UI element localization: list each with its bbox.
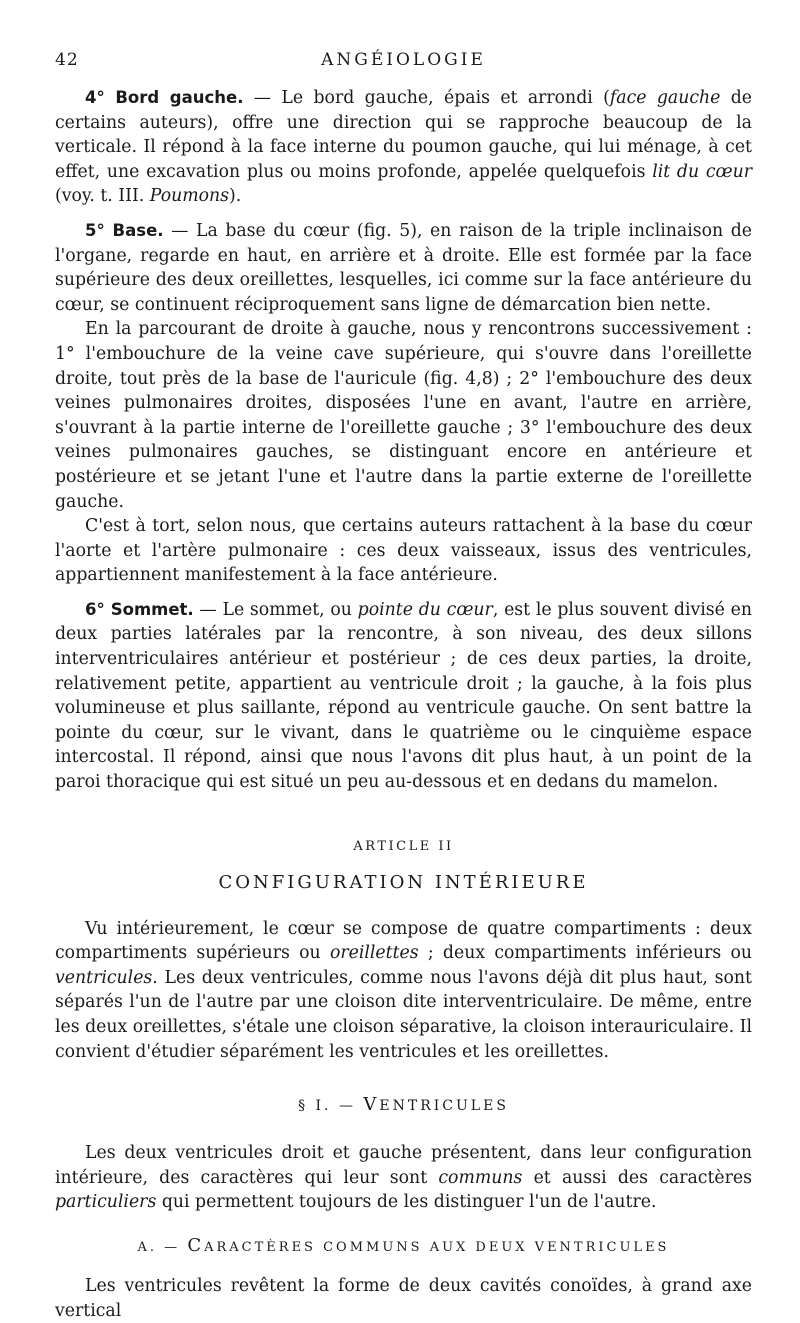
page-number: 42 (55, 50, 79, 70)
text-run: de certains auteurs), offre une direction qui se rapproche beaucoup de la verticale. Il répond à la face interne du poumon gauche, qui lui ménage, à cet effet, une excavation plus ou moins profonde, appelée quelquefois (55, 88, 752, 182)
text-run: Vu intérieurement, le cœur se compose de quatre compartiments : deux compartiments supérieurs ou (55, 918, 752, 964)
subsection-heading-caracteres-communs (55, 1235, 752, 1256)
italic-term: pointe du cœur (357, 599, 493, 620)
text-run: (voy. t. III. (55, 186, 150, 207)
subsection-initial: C (187, 1234, 205, 1256)
text-run: — Le sommet, ou (193, 599, 358, 620)
text-run: — Le bord gauche, épais et arrondi ( (243, 88, 610, 108)
text-run: et aussi des caractères (522, 1167, 752, 1188)
text-run: ). (229, 186, 242, 207)
subsection-rest: ARACTÈRES COMMUNS AUX DEUX VENTRICULES (204, 1239, 670, 1255)
text-run: qui permettent toujours de les distinguer l'un de l'autre. (156, 1192, 657, 1213)
paragraph-vu-interieurement (55, 917, 752, 1065)
article-label: ARTICLE II (353, 838, 454, 854)
paragraph-lead: 4° Bord gauche. (85, 88, 244, 107)
paragraph-parcourant: En la parcourant de droite à gauche, nous y rencontrons successivement : 1° l'embouchure de la veine cave supérieure, qui s'ouvre dans l'oreillette droite, tout près de la base de l'auricule (fig. 4,8) ; 2° l'embouchure des deux veines pulmonaires droites, disposées l'une en avant, l'autre en arrière, s'ouvrant à la partie interne de l'oreillette gauche ; 3° l'embouchure des deux veines pulmonaires gauches, se distinguant encore en antérieure et postérieure et se jetant l'une et l'autre dans la partie externe de l'oreillette gauche. (55, 319, 752, 512)
paragraph-sommet (55, 598, 752, 795)
paragraph-a-tort: C'est à tort, selon nous, que certains auteurs rattachent à la base du cœur l'aorte et l'artère pulmonaire : ces deux vaisseaux, issus des ventricules, appartiennent manifestement à la face antérieure. (55, 516, 752, 586)
text-run: Les deux ventricules droit et gauche présentent, dans leur configuration intérieure, des caractères qui leur sont (55, 1143, 752, 1188)
section-initial: V (363, 1094, 380, 1116)
italic-term: ventricules (55, 967, 153, 988)
paragraph-base (55, 219, 752, 317)
running-title: ANGÉIOLOGIE (321, 50, 486, 70)
article-title: CONFIGURATION INTÉRIEURE (218, 871, 589, 893)
text-run: , est le plus souvent divisé en deux parties latérales par la rencontre, à son niveau, des deux sillons interventriculaires antérieur et postérieur ; de ces deux parties, la droite, relativement petite, appartient au ventricule droit ; la gauche, à la fois plus volumineuse et plus saillante, répond au ventricule gauche. On sent battre la pointe du cœur, sur le vivant, dans le quatrième ou le cinquième espace intercostal. Il répond, ainsi que nous l'avons dit plus haut, à un point de la paroi thoracique qui est situé un peu au-dessous et en dedans du mamelon. (55, 599, 752, 793)
paragraph-deux-ventricules (55, 1141, 752, 1215)
italic-term: Poumons (149, 186, 230, 207)
text-run: . Les deux ventricules, comme nous l'avons déjà dit plus haut, sont séparés l'un de l'autre par une cloison dite interventriculaire. De même, entre les deux oreillettes, s'étale une cloison séparative, la cloison interauriculaire. Il convient d'étudier séparément les ventricules et les oreillettes. (55, 967, 752, 1062)
text-run: ; deux compartiments inférieurs ou (418, 943, 753, 964)
text-run: — La base du cœur (fig. 5), en raison de la triple inclinaison de l'organe, regarde en haut, en arrière et à droite. Elle est formée par la face supérieure des deux oreillettes, lesquelles, ici comme sur la face antérieure du cœur, se continuent réciproquement sans ligne de démarcation bien nette. (55, 220, 752, 315)
italic-term: particuliers (55, 1192, 157, 1213)
subsection-prefix: A. — (137, 1239, 188, 1255)
italic-term: communs (438, 1167, 523, 1188)
italic-term: oreillettes (329, 943, 419, 964)
section-prefix: § I. — (298, 1098, 364, 1115)
section-heading-ventricules (55, 1094, 752, 1115)
section-rest: ENTRICULES (379, 1098, 509, 1115)
paragraph-bord-gauche (55, 86, 752, 209)
paragraph-lead: 5° Base. (85, 220, 164, 240)
italic-term: face gauche (609, 88, 721, 108)
paragraph-lead: 6° Sommet. (85, 599, 194, 619)
italic-term: lit du cœur (652, 161, 752, 182)
page-header (55, 50, 752, 86)
paragraph-ventricules-forme: Les ventricules revêtent la forme de deux cavités conoïdes, à grand axe vertical (55, 1275, 752, 1321)
